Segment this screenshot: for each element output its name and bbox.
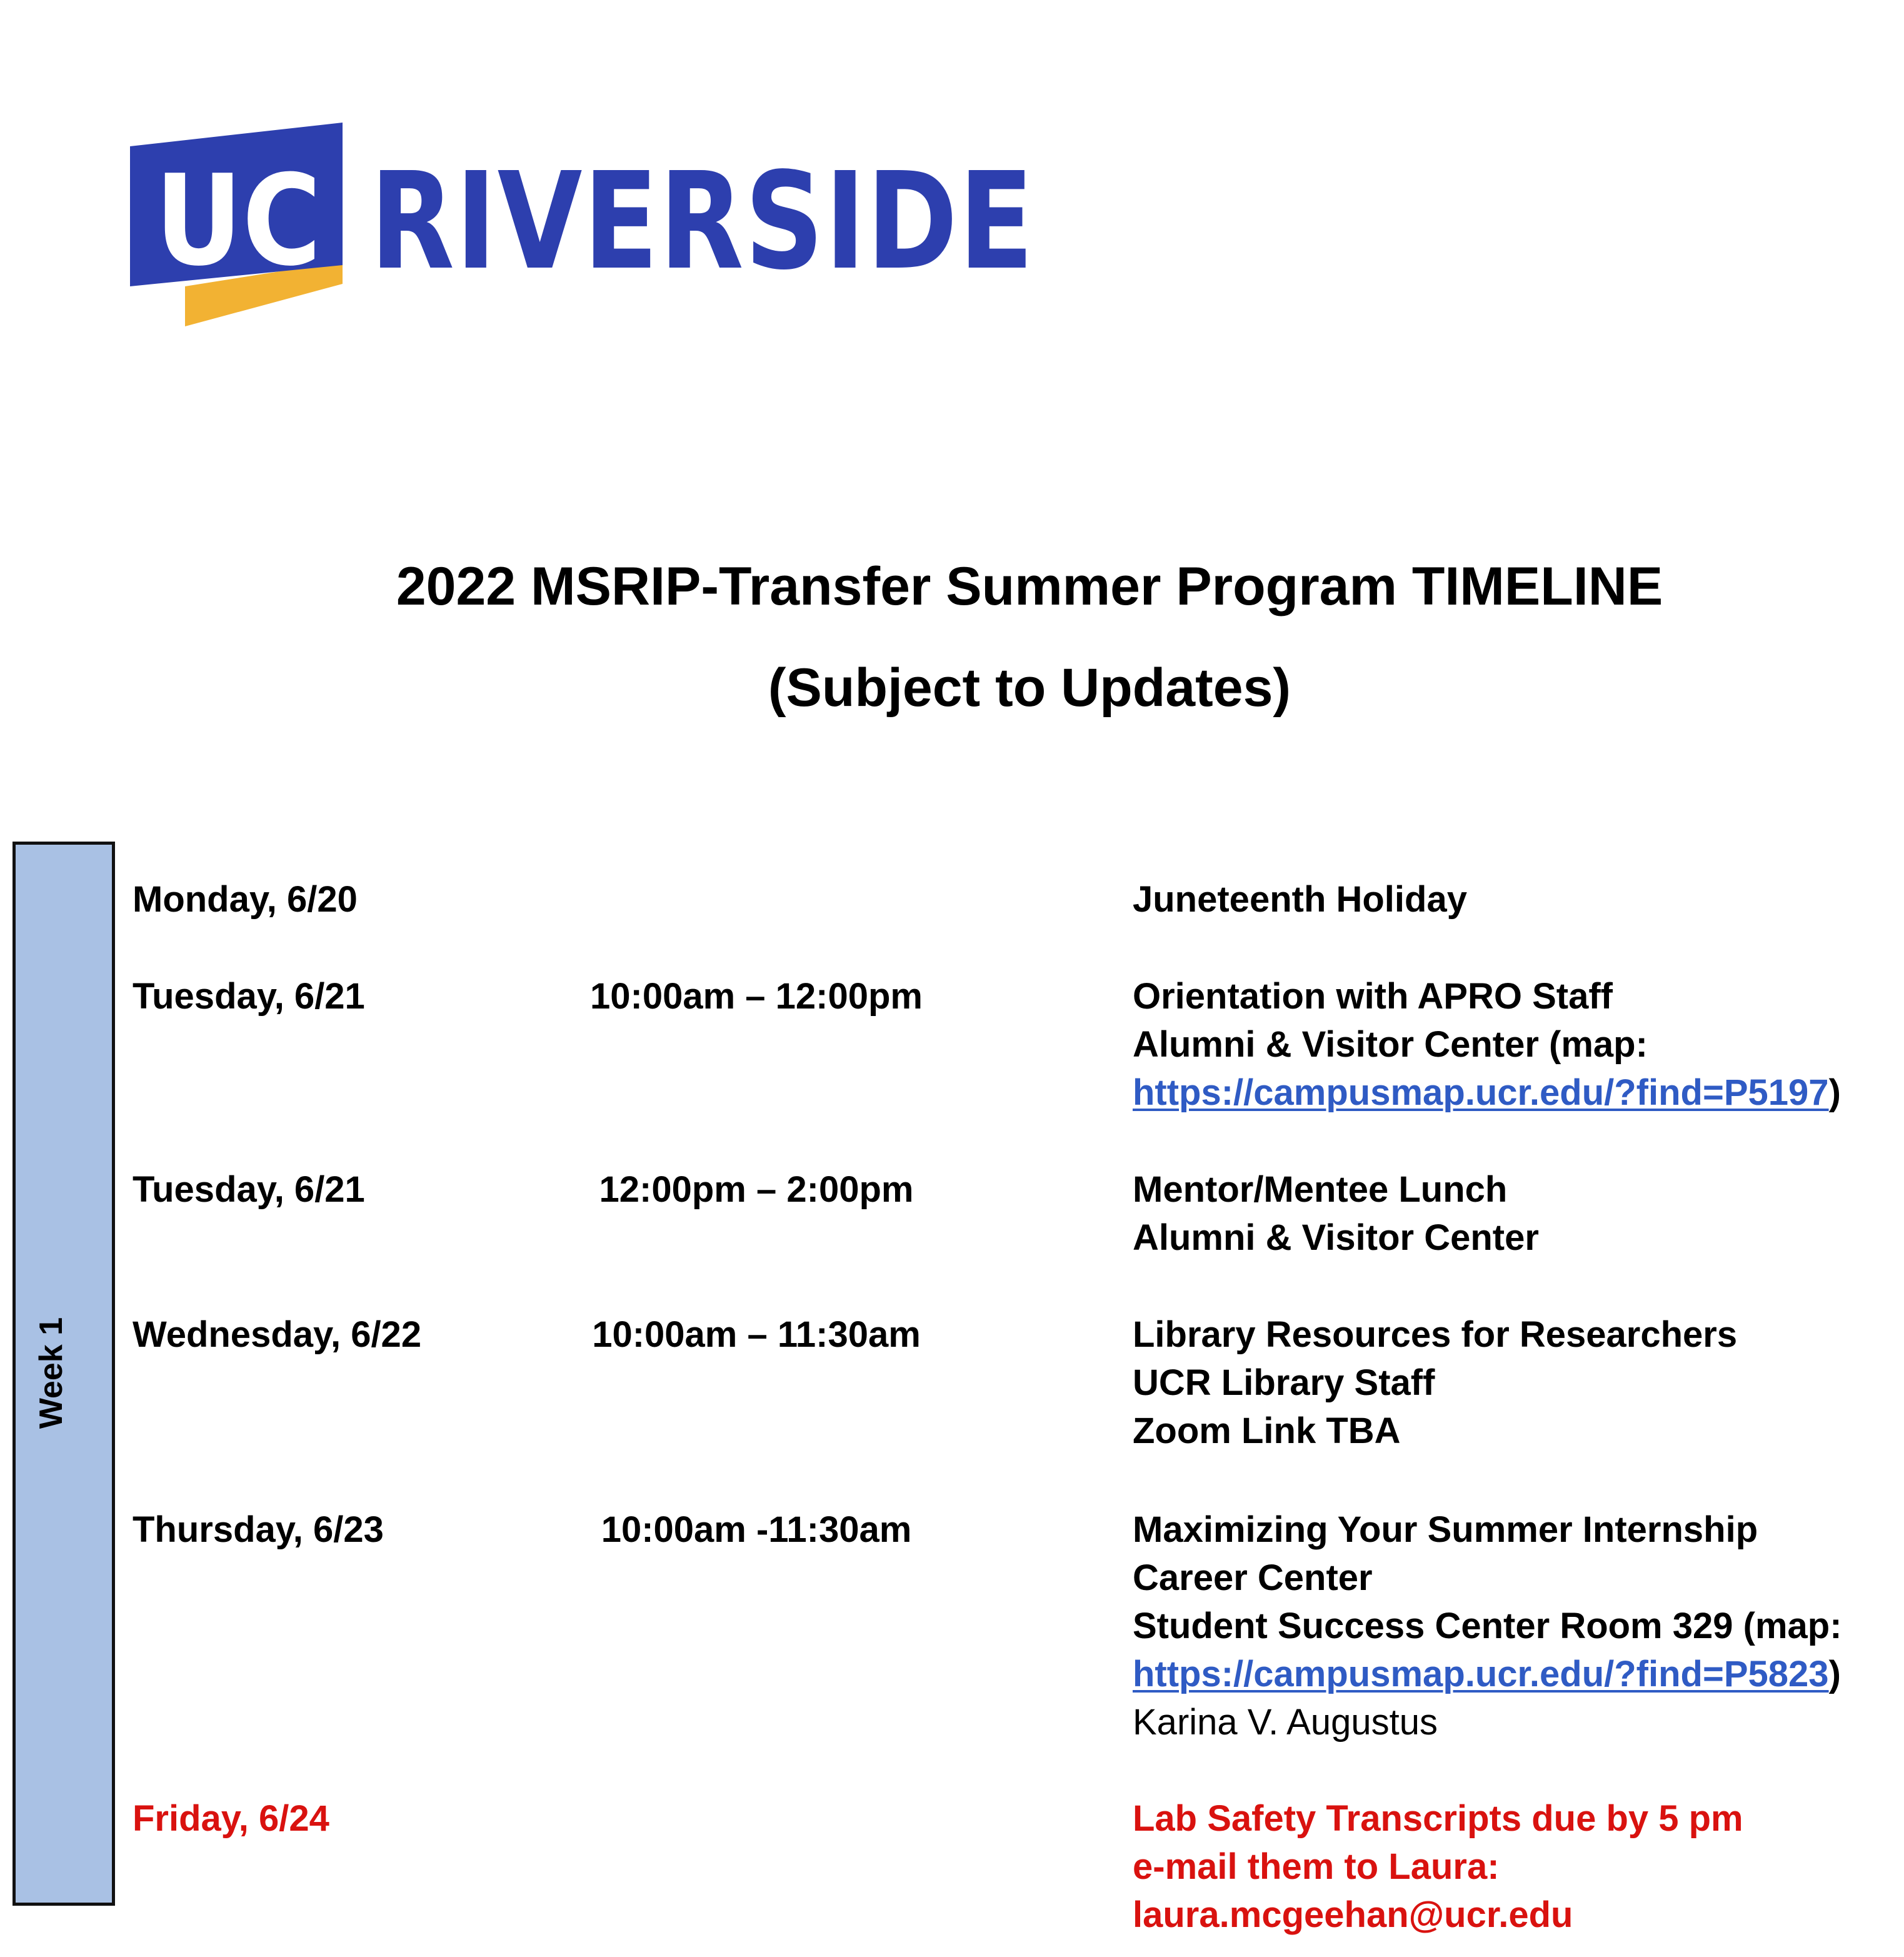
entry-title: Lab Safety Transcripts due by 5 pm bbox=[1133, 1798, 1743, 1839]
entry-details bbox=[1133, 1165, 1539, 1262]
entry-details bbox=[1133, 875, 1467, 923]
entry-title: Mentor/Mentee Lunch bbox=[1133, 1169, 1508, 1210]
map-link[interactable]: https://campusmap.ucr.edu/?find=P5823 bbox=[1133, 1654, 1829, 1694]
entry-title: Juneteenth Holiday bbox=[1133, 879, 1467, 920]
entry-time: 12:00pm – 2:00pm bbox=[599, 1169, 914, 1210]
entry-map-line bbox=[1133, 1069, 1841, 1117]
entry-location: Zoom Link TBA bbox=[1133, 1411, 1401, 1451]
map-link-suffix: ) bbox=[1828, 1654, 1841, 1694]
entry-time: 10:00am -11:30am bbox=[601, 1509, 912, 1550]
entry-presenter: UCR Library Staff bbox=[1133, 1362, 1435, 1403]
week-label: Week 1 bbox=[33, 1317, 69, 1429]
uc-riverside-logo bbox=[130, 123, 1035, 333]
entry-map-line bbox=[1133, 1650, 1842, 1698]
entry-location: Alumni & Visitor Center bbox=[1133, 1217, 1539, 1258]
entry-email[interactable]: laura.mcgeehan@ucr.edu bbox=[1133, 1894, 1573, 1935]
entry-instruction: e-mail them to Laura: bbox=[1133, 1846, 1500, 1887]
entry-day: Friday, 6/24 bbox=[133, 1798, 329, 1839]
map-link[interactable]: https://campusmap.ucr.edu/?find=P5197 bbox=[1133, 1072, 1829, 1113]
entry-details bbox=[1133, 1794, 1743, 1939]
entry-location: Student Success Center Room 329 (map: bbox=[1133, 1606, 1842, 1646]
entry-presenter: Karina V. Augustus bbox=[1133, 1702, 1438, 1743]
logo-uc-text: UC bbox=[155, 148, 321, 294]
map-link-suffix: ) bbox=[1828, 1072, 1841, 1113]
entry-location: Alumni & Visitor Center (map: bbox=[1133, 1024, 1648, 1065]
entry-day: Tuesday, 6/21 bbox=[133, 976, 365, 1017]
entry-day: Thursday, 6/23 bbox=[133, 1509, 384, 1550]
entry-details bbox=[1133, 1311, 1737, 1455]
entry-title: Maximizing Your Summer Internship bbox=[1133, 1509, 1758, 1550]
entry-host: Career Center bbox=[1133, 1557, 1373, 1598]
entry-details bbox=[1133, 1506, 1842, 1746]
logo-riverside-text: RIVERSIDE bbox=[370, 144, 1035, 299]
entry-time: 10:00am – 11:30am bbox=[592, 1314, 921, 1355]
entry-day: Tuesday, 6/21 bbox=[133, 1169, 365, 1210]
entry-time: 10:00am – 12:00pm bbox=[590, 976, 923, 1017]
page-title: 2022 MSRIP-Transfer Summer Program TIMELINE bbox=[396, 556, 1663, 616]
page-subtitle: (Subject to Updates) bbox=[768, 658, 1291, 718]
entry-title: Orientation with APRO Staff bbox=[1133, 976, 1613, 1017]
entry-day: Wednesday, 6/22 bbox=[133, 1314, 422, 1355]
entry-title: Library Resources for Researchers bbox=[1133, 1314, 1738, 1355]
entry-day: Monday, 6/20 bbox=[133, 879, 358, 920]
entry-details bbox=[1133, 972, 1841, 1117]
